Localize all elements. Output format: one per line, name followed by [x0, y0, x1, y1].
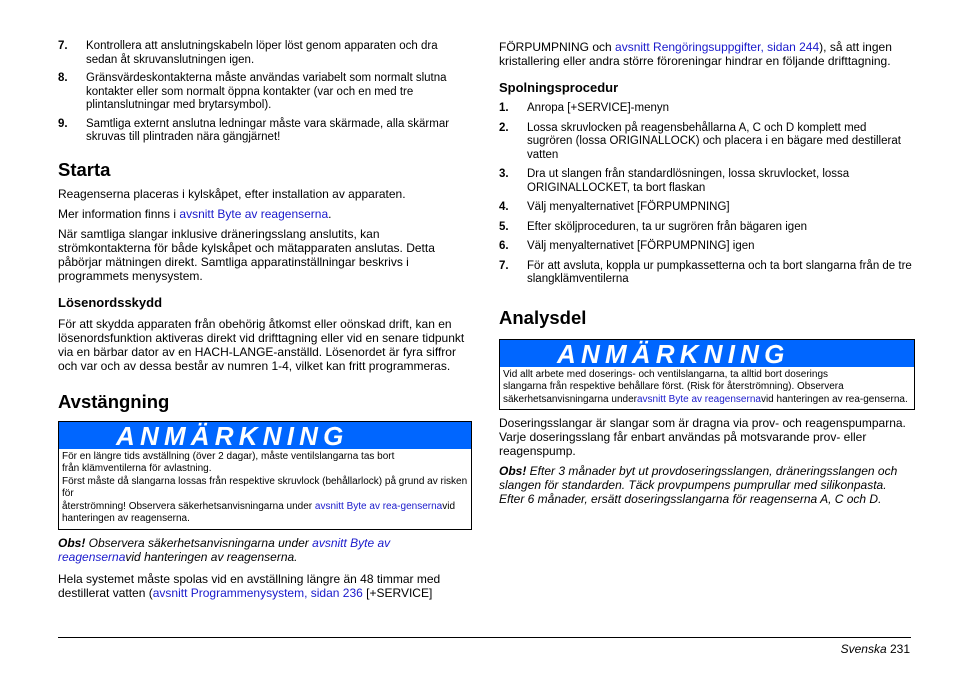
note-body: Vid allt arbete med doserings- och ventilslangarna, ta alltid bort doserings slangarna från respektive behållare först. (Risk för återströmning). Observera säkerhetsanvisningarna underavsnitt Byte av reagensernavid hanteringen av rea-genserna.: [503, 368, 908, 405]
right-column: [499, 40, 915, 506]
note-box-analysdel: [499, 339, 915, 411]
starta-paragraph-3: När samtliga slangar inklusive dräneringsslang anslutits, kan strömkontakterna för både kylskåpet och mätapparaten anslutas. Detta påbörjar mätningen direkt. Samtliga apparatinställningar beskrivs i programmets menysystem.: [58, 226, 435, 283]
wiring-steps-list: [58, 40, 472, 145]
starta-paragraph-1: Reagenserna placeras i kylskåpet, efter installation av apparaten.: [58, 186, 406, 201]
flush-steps-list: [499, 102, 915, 287]
page-footer: [841, 642, 910, 656]
heading-analysdel: Analysdel: [499, 306, 587, 328]
link-byte-av-reagenserna[interactable]: avsnitt Byte av reagenserna: [179, 206, 329, 221]
note-box-avstangning: [58, 421, 472, 531]
list-item: 2. Lossa skruvlocken på reagensbehållarna A, C och D komplett med sugrören (lossa ORIGINALLOCK) och placera i en bägare med destillerat vatten: [499, 121, 901, 161]
page-number: 231: [889, 642, 910, 656]
right-intro-paragraph: FÖRPUMPNING och avsnitt Rengöringsuppgifter, sidan 244), så att ingen kristallering eller andra större föroreningar hindrar en följande drifttagning.: [499, 40, 892, 68]
list-item: 7. För att avsluta, koppla ur pumpkassetterna och ta bort slangarna från de tre slangklämventilerna: [499, 259, 912, 285]
link-rengoringsuppgifter[interactable]: avsnitt Rengöringsuppgifter, sidan 244: [615, 40, 820, 54]
list-item: 6. Välj menyalternativet [FÖRPUMPNING] igen: [499, 240, 755, 252]
losenord-paragraph: För att skydda apparaten från obehörig åtkomst eller oönskad drift, kan en lösenordsfunktion aktiveras direkt vid drifttagning eller vid en senare tidpunkt via en bärbar dator av en HACH-LANGE-anställd. Lösenordet är fyra siffror och var och av dessa består av numren 1-4, vilket kan fritt programmeras.: [58, 316, 465, 373]
note-body: För en längre tids avställning (över 2 dagar), måste ventilslangarna tas bort från klämventilerna för avlastning. Först måste då slangarna lossas från respektive skruvlock (behållarlock) på grund av risken för återströmning! Observera säkerhetsanvisningarna under avsnitt Byte av rea-gensernavid hanteringen av reagenserna.: [62, 450, 468, 525]
left-column: [58, 40, 472, 600]
list-item: 4. Välj menyalternativet [FÖRPUMPNING]: [499, 201, 730, 213]
list-item: 9. Samtliga externt anslutna ledningar måste vara skärmade, alla skärmar skruvas till plintraden nära gängjärnet!: [58, 117, 450, 143]
avstangning-paragraph: Hela systemet måste spolas vid en avställning längre än 48 timmar med destillerat vatten (avsnitt Programmenysystem, sidan 236 [+SERVICE]: [58, 572, 441, 601]
list-item: 8. Gränsvärdeskontakterna måste användas variabelt som normalt slutna kontakter eller som normalt öppna kontakter (var och en med tre plintanslutningar med brytarsymbol).: [58, 72, 447, 111]
obs-note-avstangning: Obs! Observera säkerhetsanvisningarna under avsnitt Byte av reagensernavid hanteringen av reagenserna.: [58, 536, 391, 565]
analysdel-paragraph: Doseringsslangar är slangar som är dragna via prov- och reagenspumparna. Varje doseringsslang får enbart användas på motsvarande prov- eller reagenspump.: [499, 416, 906, 459]
link-byte-av-reagenserna[interactable]: avsnitt Byte av reagenserna: [636, 393, 761, 405]
list-item: 7. Kontrollera att anslutningskabeln löper löst genom apparaten och dra sedan åt skruvanslutningen igen.: [58, 40, 438, 66]
heading-starta: Starta: [58, 158, 111, 180]
heading-spolningsprocedur: Spolningsprocedur: [499, 80, 619, 95]
list-item: 3. Dra ut slangen från standardlösningen, lossa skruvlocket, lossa ORIGINALLOCKET, ta bort flaskan: [499, 168, 850, 194]
link-byte-av-reagenserna[interactable]: avsnitt Byte av rea-genserna: [314, 500, 443, 512]
link-programmenysystem[interactable]: avsnitt Programmenysystem, sidan 236: [152, 586, 363, 601]
heading-avstangning: Avstängning: [58, 390, 170, 412]
obs-note-analysdel: Obs! Efter 3 månader byt ut provdoseringsslangen, dräneringsslangen och slangen för standarden. Täck provpumpens pumprullar med silikonpasta. Efter 6 månader, ersätt doseringsslangarna för reagenserna A, C och D.: [499, 464, 898, 507]
link-byte-av-reagenserna[interactable]: avsnitt Byte av reagenserna: [58, 536, 391, 565]
note-title: ANMÄRKNING: [500, 340, 914, 367]
footer-language: Svenska: [840, 642, 887, 656]
starta-paragraph-2: Mer information finns i avsnitt Byte av reagenserna.: [58, 206, 332, 221]
footer-divider: [58, 637, 911, 638]
list-item: 5. Efter sköljproceduren, ta ur sugrören från bägaren igen: [499, 220, 807, 233]
note-title: ANMÄRKNING: [59, 422, 471, 449]
list-item: 1. Anropa [+SERVICE]-menyn: [499, 102, 670, 114]
heading-losenordsskydd: Lösenordsskydd: [58, 294, 163, 310]
